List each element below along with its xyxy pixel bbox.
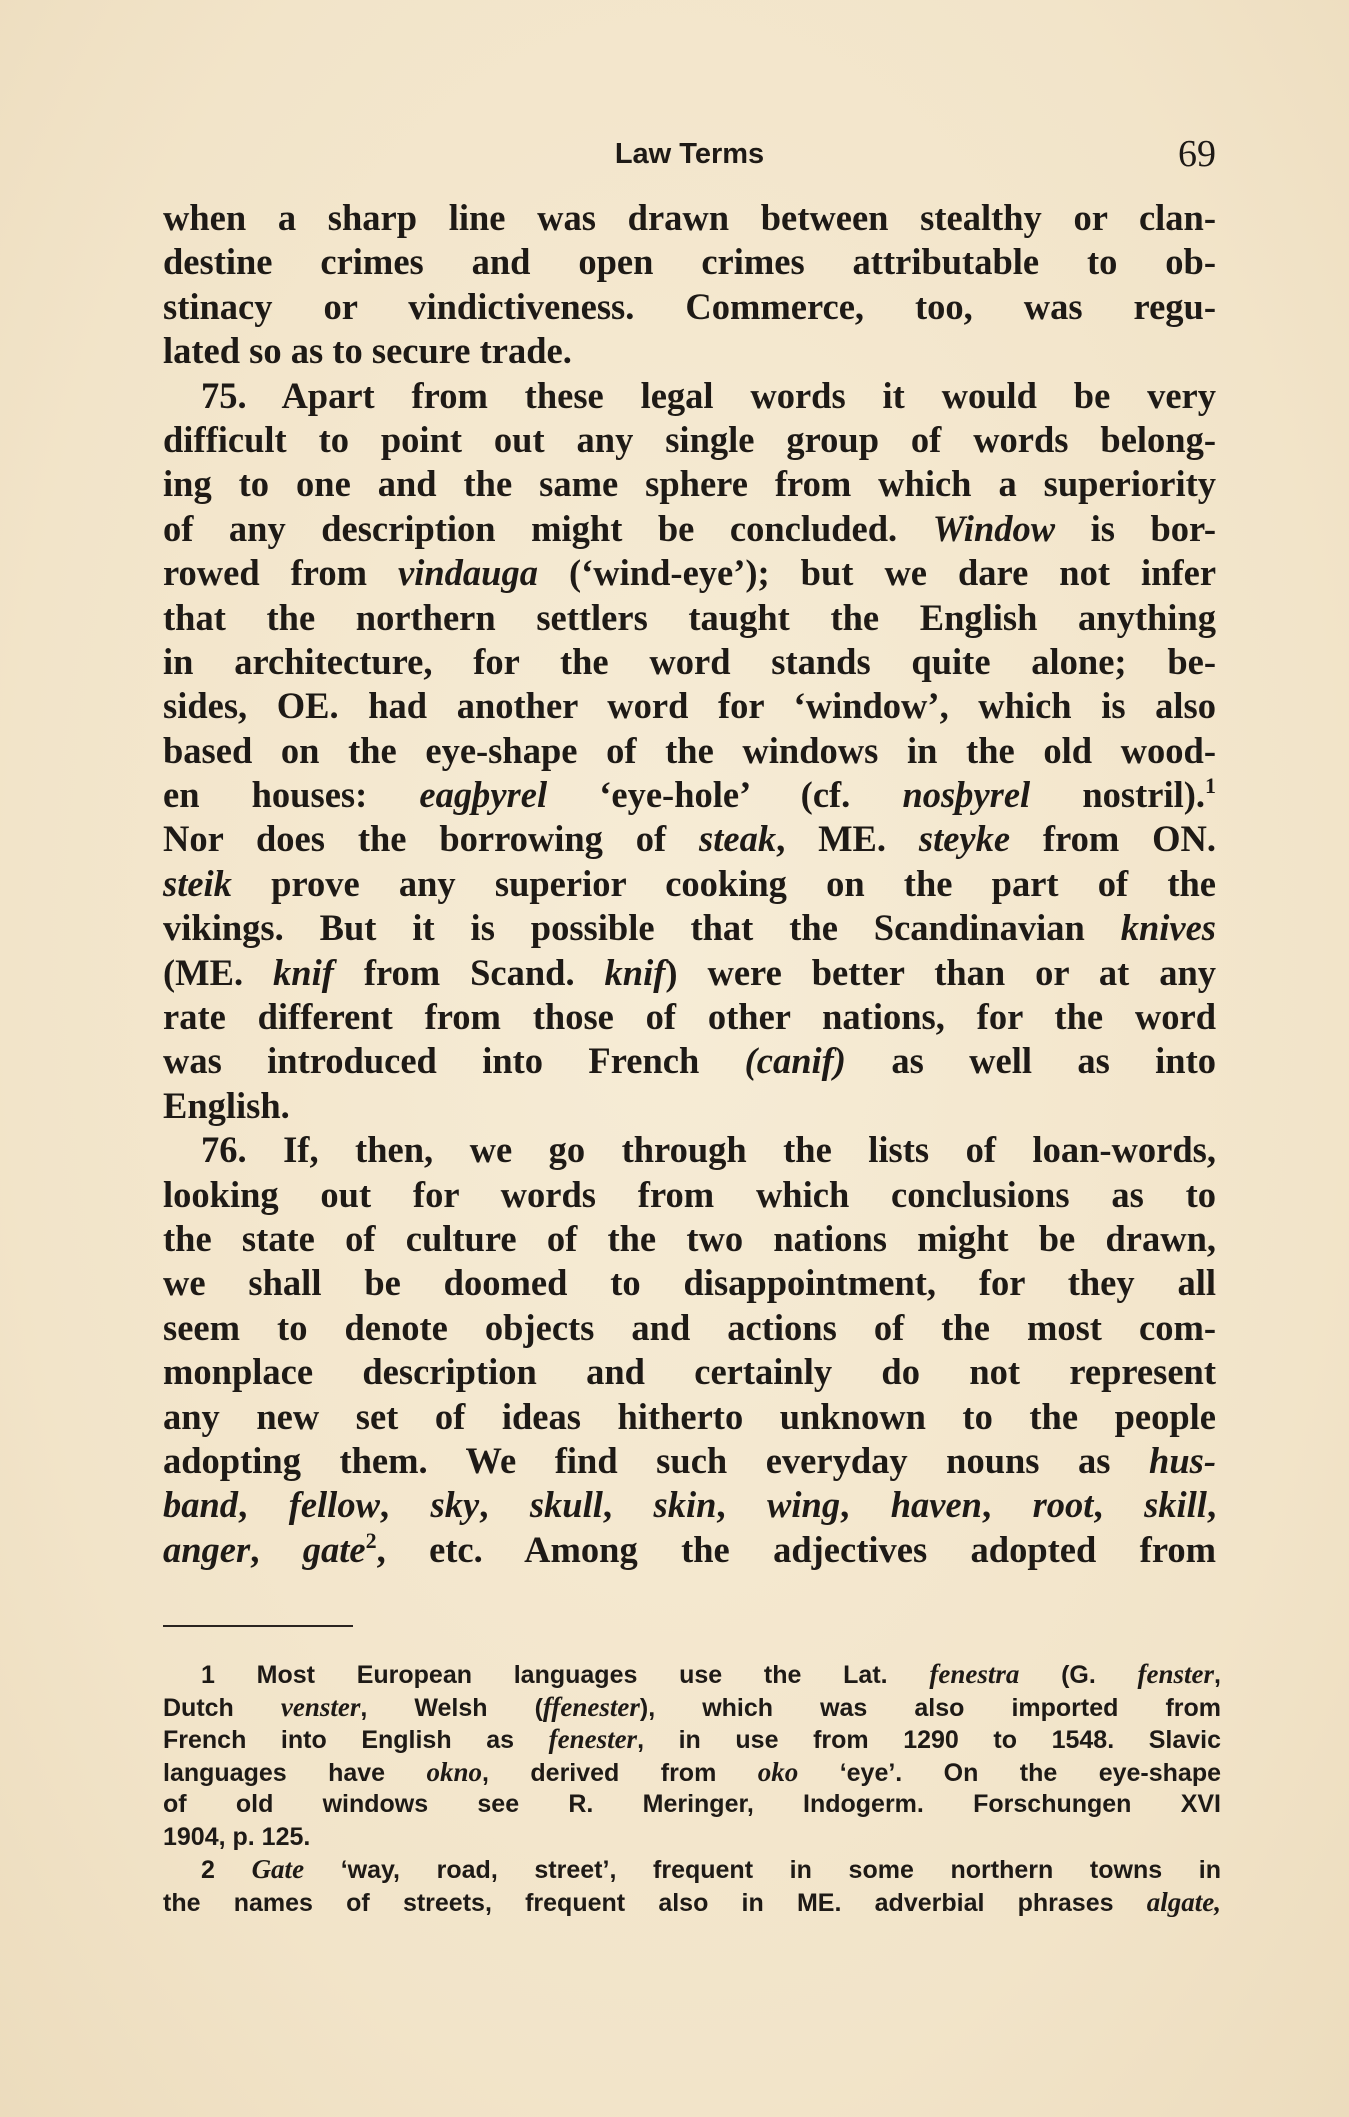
- text-line: [163, 951, 1216, 995]
- text-line: [163, 1483, 1216, 1527]
- footnote-line: 1904, p. 125.: [163, 1822, 311, 1851]
- text-line: destine crimes and open crimes attributable to ob-: [163, 241, 1216, 283]
- text-fragment: skin,: [653, 1484, 726, 1526]
- text-line: ing to one and the same sphere from which a superiority: [163, 463, 1216, 505]
- running-title: Law Terms: [614, 138, 765, 170]
- text-fragment: vikings. But it is possible that the Scandinavian: [163, 907, 1085, 949]
- footnote-rule: [163, 1625, 353, 1627]
- text-fragment: nostril).$^1$: [1082, 773, 1217, 816]
- page-number: 69: [1178, 133, 1216, 175]
- text-fragment: skill,: [1144, 1484, 1217, 1526]
- text-fragment: Nor does the borrowing of: [163, 818, 667, 860]
- text-fragment: was introduced into French: [163, 1040, 700, 1082]
- paragraph-75-start: [163, 374, 1216, 418]
- italic-term: knif: [273, 951, 334, 993]
- text-line: that the northern settlers taught the English anything: [163, 596, 1216, 638]
- text-line: [163, 1439, 1216, 1483]
- text-fragment: (ME.: [163, 951, 244, 993]
- italic-term: eagþyrel: [419, 774, 548, 816]
- text-fragment: fenster,: [1137, 1659, 1221, 1689]
- text-fragment: from ON.: [1042, 818, 1217, 860]
- footnote-line: languages have okno, derived from oko ‘eye’. On the eye-shape: [163, 1756, 1222, 1787]
- text-fragment: adopting them. We find such everyday nouns as: [163, 1439, 1111, 1481]
- footnotes: [163, 1658, 1221, 1918]
- italic-term: steik: [163, 862, 232, 904]
- text-fragment: haven,: [890, 1484, 992, 1526]
- italic-term: Gate: [251, 1854, 305, 1884]
- italic-term: nosþyrel: [902, 774, 1031, 816]
- text-fragment: okno, derived from: [426, 1756, 717, 1787]
- footnote-line: 2 Gate ‘way, road, street’, frequent in some northern towns in: [201, 1854, 1221, 1884]
- text-line: lated so as to secure trade.: [163, 330, 572, 372]
- text-line: rate different from those of other nations, for the word: [163, 996, 1216, 1038]
- text-fragment: band,: [163, 1484, 248, 1526]
- text-line: any new set of ideas hitherto unknown to the people: [163, 1395, 1216, 1437]
- paragraph-76-start: [163, 1128, 1216, 1172]
- text-fragment: skull,: [529, 1484, 612, 1526]
- italic-term: vindauga: [398, 552, 538, 594]
- text-fragment: (‘wind-eye’); but we dare not infer: [569, 552, 1217, 594]
- text-fragment: en houses:: [163, 774, 368, 816]
- text-line: [163, 773, 1216, 817]
- text-fragment: gate$^2$, etc. Among the adjectives adopted from: [302, 1527, 1217, 1570]
- text-fragment: of any description might be concluded.: [163, 507, 898, 549]
- text-fragment: as well as into: [891, 1040, 1216, 1082]
- text-line: looking out for words from which conclusions as to: [163, 1173, 1216, 1215]
- footnote-ref: 2: [365, 1527, 377, 1553]
- italic-term: algate,: [1146, 1886, 1221, 1917]
- text-fragment: is bor-: [1090, 507, 1217, 549]
- italic-term: (canif): [744, 1040, 846, 1082]
- text-fragment: If, then, we go through the lists of loan-words,: [283, 1129, 1216, 1171]
- text-line: [163, 817, 1216, 861]
- paragraph-number: 75.: [201, 374, 247, 416]
- text-line: based on the eye-shape of the windows in the old wood-: [163, 729, 1216, 771]
- italic-term: oko: [757, 1756, 799, 1787]
- text-line: [163, 507, 1216, 551]
- text-line: sides, OE. had another word for ‘window’, which is also: [163, 685, 1216, 727]
- text-line: [163, 551, 1216, 595]
- italic-term: fenestra: [929, 1659, 1020, 1689]
- text-fragment: knif) were better than or at any: [604, 951, 1216, 993]
- text-line: stinacy or vindictiveness. Commerce, too, was regu-: [163, 285, 1216, 327]
- text-line: [163, 1528, 1216, 1572]
- text-fragment: root,: [1032, 1484, 1103, 1526]
- text-fragment: anger,: [163, 1528, 260, 1570]
- footnote-line: French into English as fenester, in use from 1290 to 1548. Slavic: [163, 1724, 1221, 1754]
- footnote-ref: 1: [1205, 773, 1217, 799]
- text-line: difficult to point out any single group of words belong-: [163, 418, 1216, 460]
- italic-term: steak: [699, 818, 777, 860]
- paragraph-number: 76.: [201, 1129, 247, 1171]
- text-line: in architecture, for the word stands quite alone; be-: [163, 640, 1216, 682]
- text-fragment: wing,: [767, 1484, 850, 1526]
- italic-term: hus-: [1149, 1439, 1217, 1481]
- text-fragment: steak, ME.: [699, 818, 886, 860]
- footnote-line: of old windows see R. Meringer, Indogerm. Forschungen XVI: [163, 1790, 1221, 1818]
- text-fragment: rowed from: [163, 552, 368, 594]
- footnote-line: the names of streets, frequent also in ME. adverbial phrases algate,: [163, 1886, 1221, 1917]
- italic-term: Window: [932, 507, 1056, 549]
- text-line: when a sharp line was drawn between stealthy or clan-: [163, 197, 1216, 238]
- text-line: English.: [163, 1084, 290, 1126]
- page-header: [163, 132, 1216, 182]
- text-line: we shall be doomed to disappointment, for they all: [163, 1262, 1216, 1304]
- text-fragment: (ffenester), which was also imported from: [534, 1691, 1221, 1722]
- italic-term: venster: [280, 1691, 361, 1722]
- text-fragment: ‘eye-hole’ (cf.: [599, 774, 851, 816]
- text-fragment: fenester, in use from 1290 to 1548. Slavic: [548, 1724, 1221, 1754]
- italic-term: knives: [1120, 907, 1217, 949]
- text-fragment: prove any superior cooking on the part of the: [271, 862, 1217, 904]
- text-fragment: Apart from these legal words it would be very: [281, 374, 1216, 416]
- text-line: the state of culture of the two nations might be drawn,: [163, 1217, 1216, 1259]
- text-line: seem to denote objects and actions of the most com-: [163, 1306, 1216, 1348]
- text-fragment: fellow,: [288, 1484, 390, 1526]
- footnote-line: 1 Most European languages use the Lat. fenestra (G. fenster,: [201, 1659, 1221, 1689]
- text-line: [163, 862, 1216, 906]
- italic-term: knif: [604, 951, 666, 993]
- main-text: [163, 196, 1216, 1572]
- footnote-line: Dutch venster, Welsh (ffenester), which was also imported from: [163, 1691, 1221, 1722]
- text-line: monplace description and certainly do not represent: [163, 1351, 1216, 1393]
- text-fragment: sky,: [430, 1484, 489, 1526]
- text-line: [163, 906, 1216, 950]
- text-fragment: from Scand.: [363, 951, 575, 993]
- italic-term: steyke: [918, 818, 1011, 860]
- text-line: [163, 1039, 1216, 1083]
